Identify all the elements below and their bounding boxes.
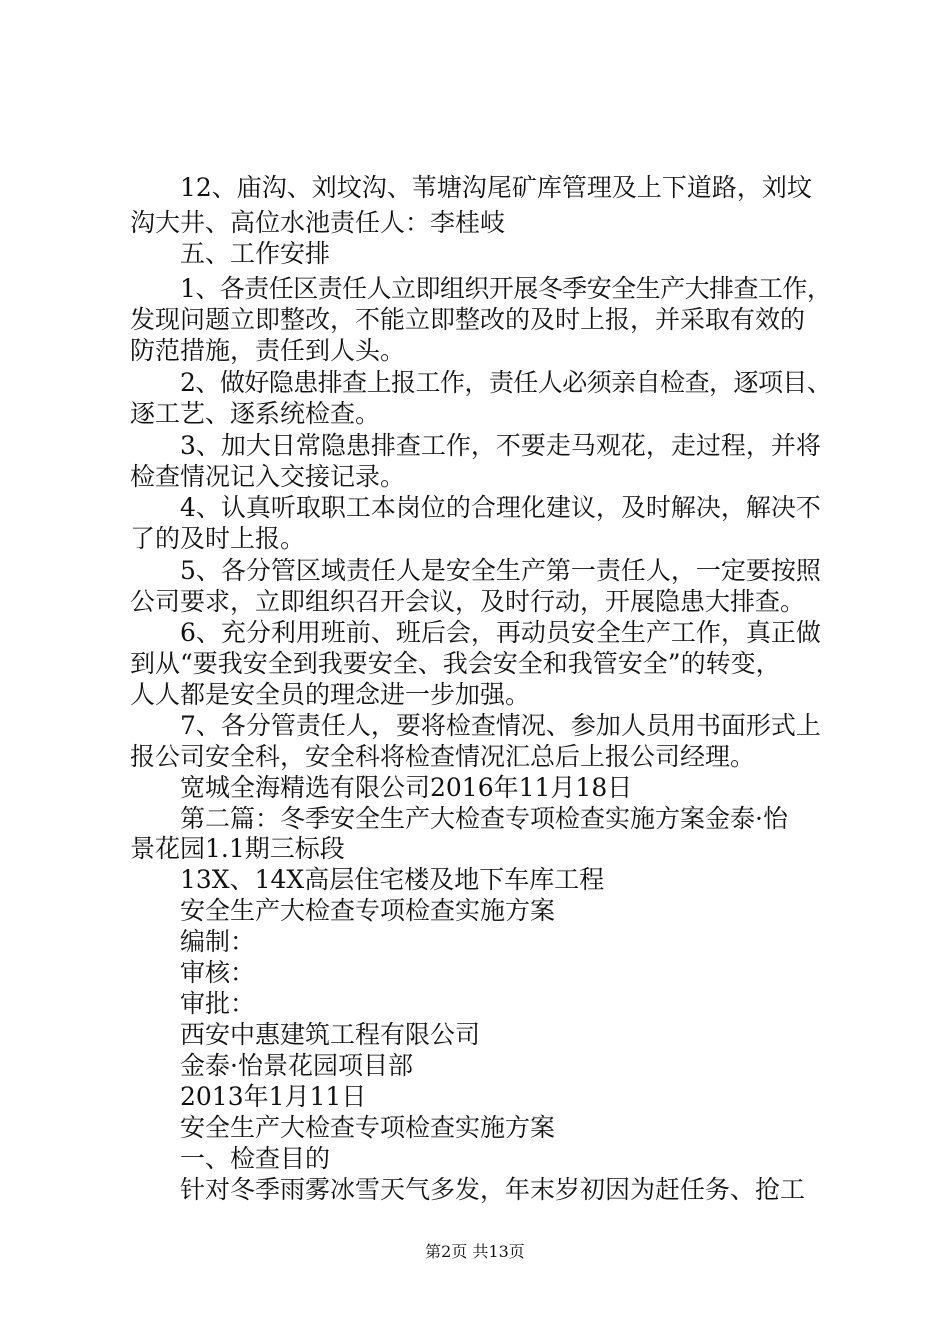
text-line: 西安中惠建筑工程有限公司 (180, 1020, 481, 1049)
text-line: 3、加大日常隐患排查工作，不要走马观花，走过程，并将 (180, 431, 821, 460)
chapter-title: 第二篇：冬季安全生产大检查专项检查实施方案金泰·怡 (180, 804, 788, 833)
text-line: 针对冬季雨雾冰雪天气多发，年末岁初因为赶任务、抢工 (180, 1175, 806, 1204)
text-line: 编制： (180, 927, 256, 956)
text-line: 2、做好隐患排查上报工作，责任人必须亲自检查，逐项目、 (180, 368, 832, 397)
text-line: 12、庙沟、刘坟沟、苇塘沟尾矿库管理及上下道路，刘坟 (180, 173, 812, 202)
text-line: 到从“要我安全到我要安全、我会安全和我管安全”的转变， (130, 649, 781, 678)
text-line: 7、各分管责任人，要将检查情况、参加人员用书面形式上 (180, 711, 821, 740)
text-line: 沟大井、高位水池责任人：李桂岐 (130, 208, 506, 237)
text-line: 报公司安全科，安全科将检查情况汇总后上报公司经理。 (130, 742, 756, 771)
text-line: 了的及时上报。 (130, 524, 306, 553)
text-line: 1、各责任区责任人立即组织开展冬季安全生产大排查工作， (180, 274, 832, 303)
page-footer (0, 1240, 950, 1264)
text-line: 6、充分利用班前、班后会，再动员安全生产工作，真正做 (180, 618, 821, 647)
text-line: 审核： (180, 958, 256, 987)
text-line: 公司要求，立即组织召开会议，及时行动，开展隐患大排查。 (130, 587, 806, 616)
section-heading: 一、检查目的 (180, 1144, 331, 1173)
text-line: 检查情况记入交接记录。 (130, 462, 406, 491)
text-line: 审批： (180, 989, 256, 1018)
text-line: 金泰·怡景花园项目部 (180, 1051, 413, 1080)
page-number: 第2页 共13页 (425, 1242, 525, 1261)
text-line: 13X、14X高层住宅楼及地下车库工程 (180, 865, 605, 894)
text-line: 安全生产大检查专项检查实施方案 (180, 1113, 556, 1142)
text-line: 5、各分管区域责任人是安全生产第一责任人，一定要按照 (180, 556, 821, 585)
text-line: 逐工艺、逐系统检查。 (130, 399, 381, 428)
text-line: 防范措施，责任到人头。 (130, 336, 406, 365)
text-line: 安全生产大检查专项检查实施方案 (180, 896, 556, 925)
text-line: 发现问题立即整改，不能立即整改的及时上报，并采取有效的 (130, 305, 806, 334)
section-heading: 五、工作安排 (180, 239, 331, 268)
text-line: 2013年1月11日 (180, 1082, 367, 1111)
text-line: 4、认真听取职工本岗位的合理化建议，及时解决，解决不 (180, 493, 821, 522)
signature-line: 宽城全海精选有限公司2016年11月18日 (180, 773, 633, 802)
text-line: 景花园1.1期三标段 (130, 834, 345, 863)
text-line: 人人都是安全员的理念进一步加强。 (130, 680, 531, 709)
